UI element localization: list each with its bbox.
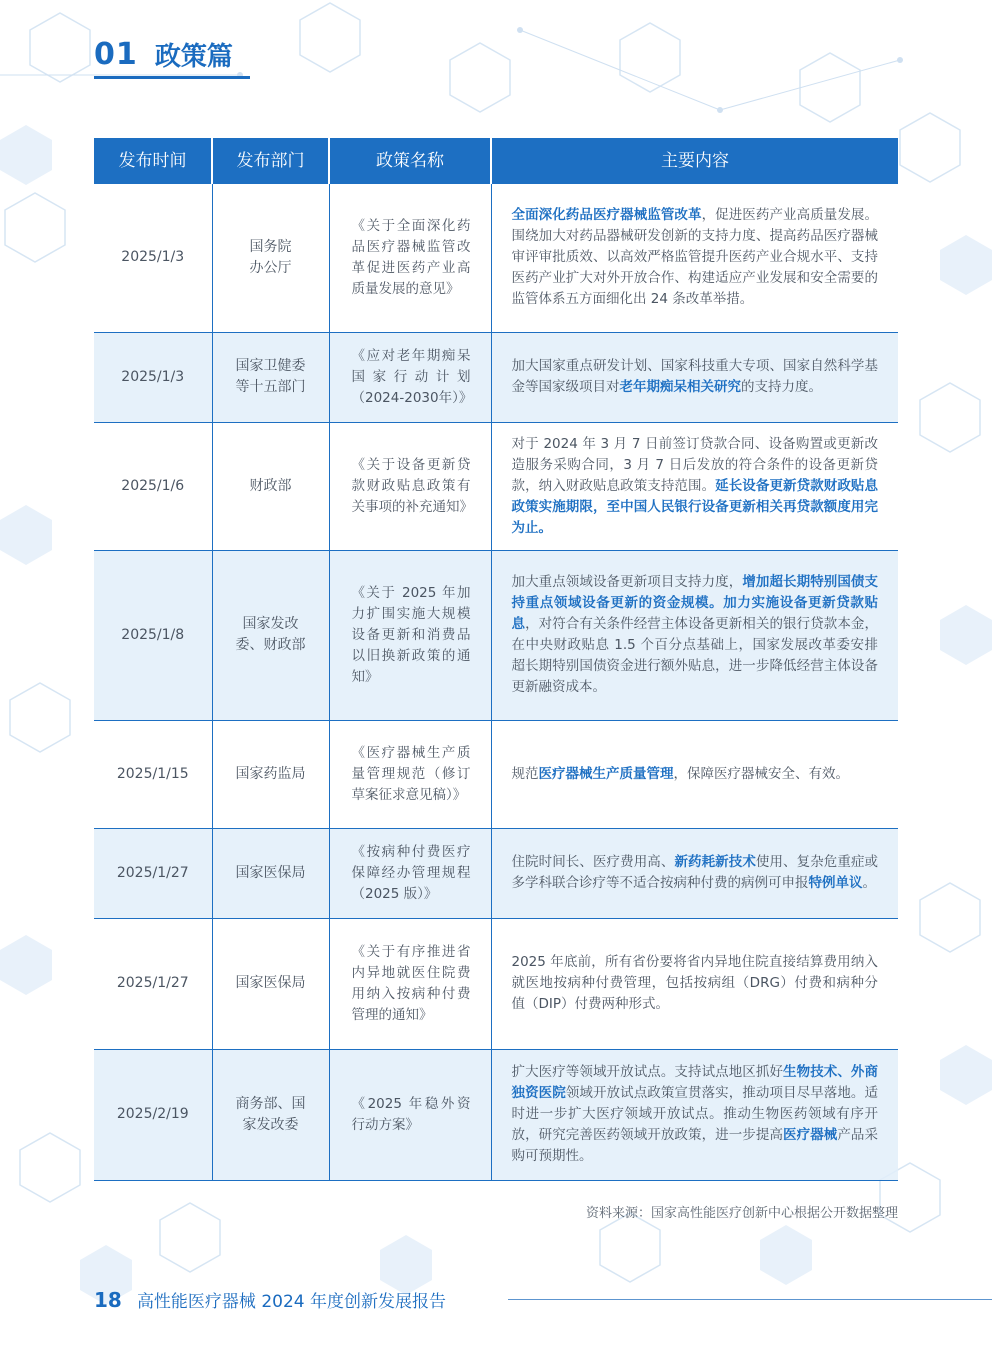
highlight-text: 全面深化药品医疗器械监管改革 xyxy=(511,207,702,224)
cell-policy-name: 《关于设备更新贷款财政贴息政策有关事项的补充通知》 xyxy=(329,422,491,550)
highlight-text: 特例单议 xyxy=(808,875,863,891)
content-text: 加大重点领域设备更新项目支持力度， xyxy=(511,574,743,590)
cell-date: 2025/1/3 xyxy=(94,184,212,332)
table-row xyxy=(94,828,898,918)
cell-policy-name: 《关于有序推进省内异地就医住院费用纳入按病种付费管理的通知》 xyxy=(329,918,491,1049)
table-row xyxy=(94,332,898,422)
highlight-text: 延长设备更新贷款财政贴息政策实施期限，至中国人民银行设备更新相关再贷款额度用完为止。 xyxy=(511,477,879,536)
section-number: 01 xyxy=(94,37,138,72)
cell-content xyxy=(491,720,898,828)
content-text: 产品采购可预期性。 xyxy=(511,1127,879,1164)
highlight-text: 医疗器械生产质量管理 xyxy=(538,765,674,782)
cell-policy-name: 《医疗器械生产质量管理规范（修订草案征求意见稿）》 xyxy=(329,720,491,828)
cell-department: 商务部、国 家发改委 xyxy=(212,1049,329,1180)
cell-policy-name: 《按病种付费医疗保障经办管理规程（2025 版）》 xyxy=(329,828,491,918)
table-row xyxy=(94,550,898,720)
highlight-text: 增加超长期特别国债支持重点领域设备更新的资金规模。加力实施设备更新贷款贴息 xyxy=(511,574,879,632)
cell-policy-name: 《2025 年稳外资行动方案》 xyxy=(329,1049,491,1180)
column-header-department: 发布部门 xyxy=(212,138,329,184)
cell-department: 国家药监局 xyxy=(212,720,329,828)
table-header-row xyxy=(94,138,898,184)
table-row xyxy=(94,918,898,1049)
cell-date: 2025/2/19 xyxy=(94,1049,212,1180)
highlight-text: 老年期痴呆相关研究 xyxy=(619,379,741,395)
cell-content xyxy=(491,332,898,422)
page-footer xyxy=(94,1287,446,1312)
cell-content xyxy=(491,550,898,720)
cell-date: 2025/1/3 xyxy=(94,332,212,422)
cell-content xyxy=(491,422,898,550)
table-row xyxy=(94,184,898,332)
cell-department: 国家医保局 xyxy=(212,828,329,918)
report-title: 高性能医疗器械 2024 年度创新发展报告 xyxy=(136,1292,447,1312)
column-header-policy-name: 政策名称 xyxy=(329,138,491,184)
content-text: 对于 2024 年 3 月 7 日前签订贷款合同、设备购置或更新改造服务采购合同，3 月 7 日后发放的符合条件的设备更新贷款，纳入财政贴息政策支持范围。 xyxy=(511,435,878,494)
cell-date: 2025/1/6 xyxy=(94,422,212,550)
content-text: 住院时间长、医疗费用高、 xyxy=(511,854,675,870)
section-underline xyxy=(94,76,250,79)
highlight-text: 新药耗新技术 xyxy=(674,854,756,870)
cell-content xyxy=(491,828,898,918)
cell-date: 2025/1/15 xyxy=(94,720,212,828)
cell-date: 2025/1/27 xyxy=(94,828,212,918)
table-body xyxy=(94,184,898,1180)
cell-department: 国家发改 委、财政部 xyxy=(212,550,329,720)
cell-content xyxy=(491,184,898,332)
content-text: 2025 年底前，所有省份要将省内异地住院直接结算费用纳入就医地按病种付费管理，包括按病组（DRG）付费和病种分值（DIP）付费两种形式。 xyxy=(511,954,878,1012)
table-row xyxy=(94,1049,898,1180)
table-row xyxy=(94,720,898,828)
section-header xyxy=(94,36,233,73)
content-text: 使用、复杂危重症或多学科联合诊疗等不适合按病种付费的病例可申报 xyxy=(511,854,879,891)
content-text: 规范 xyxy=(511,765,539,782)
content-text: 加大国家重点研发计划、国家科技重大专项、国家自然科学基金等国家级项目对 xyxy=(511,358,878,395)
content-text: 。 xyxy=(862,875,876,891)
highlight-text: 生物技术、外商独资医院 xyxy=(511,1064,879,1101)
cell-content xyxy=(491,918,898,1049)
policy-table xyxy=(94,138,898,1181)
cell-department: 财政部 xyxy=(212,422,329,550)
column-header-content: 主要内容 xyxy=(491,138,898,184)
content-text: 扩大医疗等领域开放试点。支持试点地区抓好 xyxy=(511,1064,784,1080)
table-row xyxy=(94,422,898,550)
content-text: ，促进医药产业高质量发展。围绕加大对药品器械研发创新的支持力度、提高药品医疗器械审评审批质效、以高效严格监管提升医药产业合规水平、支持医药产业扩大对外开放合作、构建适应产业发展和安全需要的监管体系五方面细化出 24 条改革举措。 xyxy=(511,207,879,308)
cell-department: 国家医保局 xyxy=(212,918,329,1049)
cell-department: 国务院 办公厅 xyxy=(212,184,329,332)
cell-date: 2025/1/27 xyxy=(94,918,212,1049)
page-number: 18 xyxy=(94,1287,122,1312)
cell-policy-name: 《关于 2025 年加力扩围实施大规模设备更新和消费品以旧换新政策的通知》 xyxy=(329,550,491,720)
cell-content xyxy=(491,1049,898,1180)
content-text: 的支持力度。 xyxy=(741,379,822,395)
source-note: 资料来源：国家高性能医疗创新中心根据公开数据整理 xyxy=(585,1206,898,1221)
footer-divider xyxy=(508,1299,992,1300)
column-header-date: 发布时间 xyxy=(94,138,212,184)
cell-policy-name: 《应对老年期痴呆国家行动计划（2024-2030年）》 xyxy=(329,332,491,422)
cell-policy-name: 《关于全面深化药品医疗器械监管改革促进医药产业高质量发展的意见》 xyxy=(329,184,491,332)
section-title: 政策篇 xyxy=(154,42,233,72)
highlight-text: 医疗器械 xyxy=(783,1127,838,1143)
cell-date: 2025/1/8 xyxy=(94,550,212,720)
cell-department: 国家卫健委 等十五部门 xyxy=(212,332,329,422)
content-text: ，保障医疗器械安全、有效。 xyxy=(673,765,849,782)
content-text: 领域开放试点政策宣贯落实，推动项目尽早落地。适时进一步扩大医疗领域开放试点。推动生物医药领域有序开放，研究完善医药领域开放政策，进一步提高 xyxy=(511,1085,879,1143)
content-text: ，对符合有关条件经营主体设备更新相关的银行贷款本金，在中央财政贴息 1.5 个百分点基础上，国家发展改革委安排超长期特别国债资金进行额外贴息，进一步降低经营主体设备更新融资成本。 xyxy=(511,616,879,695)
